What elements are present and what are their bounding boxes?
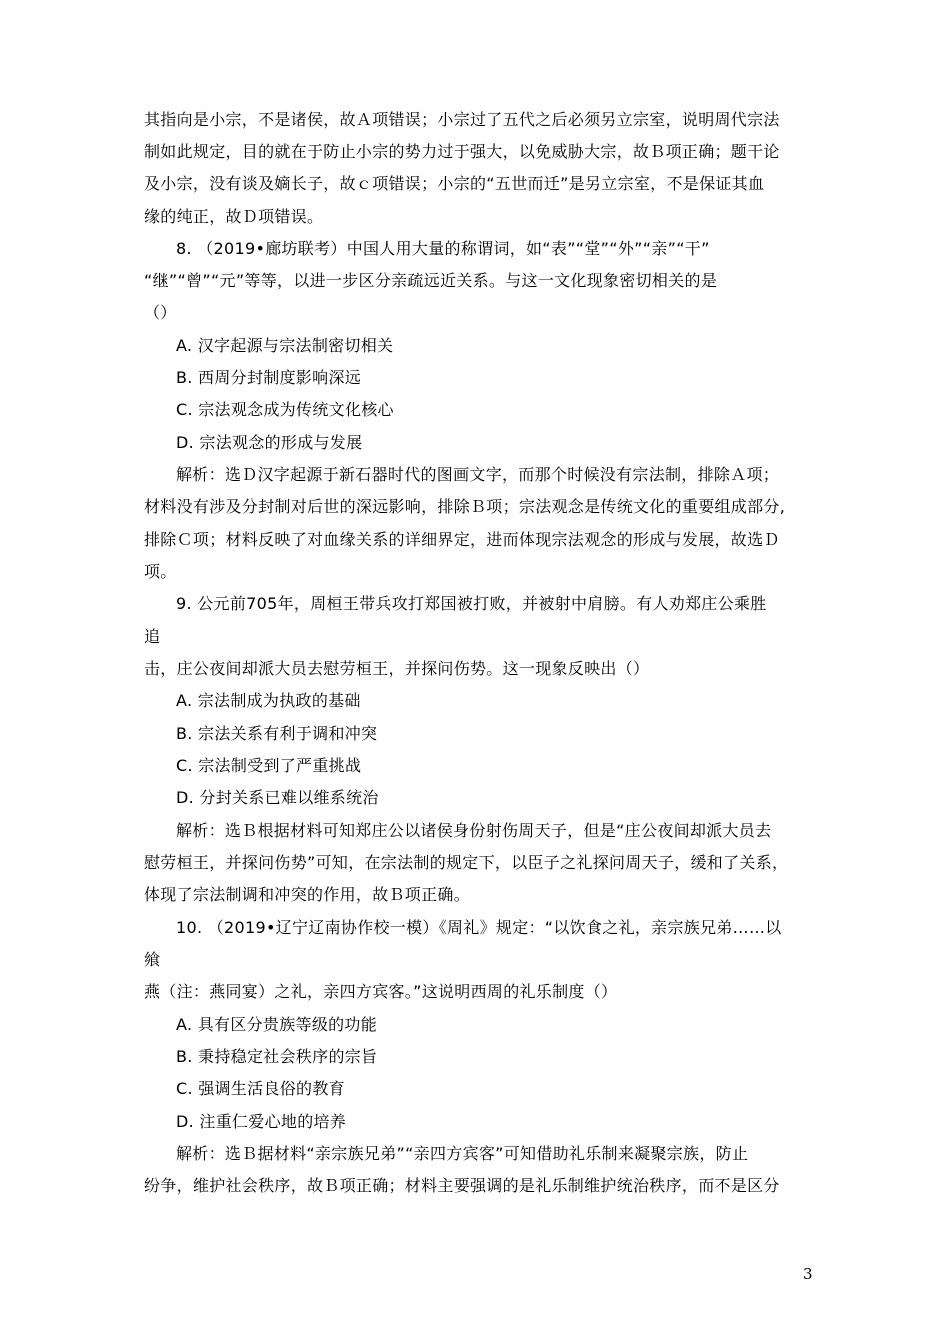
text-line: 击，庄公夜间却派大员去慰劳桓王，并探问伤势。这一现象反映出（） xyxy=(144,659,650,678)
text-line: 纷争，维护社会秩序，故Ｂ项正确；材料主要强调的是礼乐制维护统治秩序，而不是区分 xyxy=(144,1176,780,1195)
text-line: 慰劳桓王，并探问伤势”可知，在宗法制的规定下，以臣子之礼探问周天子，缓和了关系， xyxy=(144,853,789,872)
text-line: 及小宗，没有谈及嫡长子，故ｃ项错误；小宗的“五世而迁”是另立宗室，不是保证其血 xyxy=(144,174,765,193)
option-d: D. 宗法观念的形成与发展 xyxy=(176,433,363,452)
option-b: B. 宗法关系有利于调和冲突 xyxy=(176,724,378,743)
option-d: D. 注重仁爱心地的培养 xyxy=(176,1112,347,1131)
text-line: 缘的纯正，故Ｄ项错误。 xyxy=(144,207,324,226)
option-a: A. 宗法制成为执政的基础 xyxy=(176,691,361,710)
option-c: C. 宗法制受到了严重挑战 xyxy=(176,756,362,775)
text-line: 其指向是小宗，不是诸侯，故Ａ项错误；小宗过了五代之后必须另立宗室，说明周代宗法 xyxy=(144,110,780,129)
answer-analysis: 解析：选Ｂ根据材料可知郑庄公以诸侯身份射伤周天子，但是“庄公夜间却派大员去 xyxy=(176,821,772,840)
option-b: B. 秉持稳定社会秩序的宗旨 xyxy=(176,1047,378,1066)
question-10-stem: 10. （2019•辽宁辽南协作校一模）《周礼》规定：“以饮食之礼，亲宗族兄弟……以 xyxy=(176,918,782,937)
option-c: C. 宗法观念成为传统文化核心 xyxy=(176,400,394,419)
text-line: （） xyxy=(144,303,177,322)
text-line: “继”“曾”“元”等等，以进一步区分亲疏远近关系。与这一文化现象密切相关的是 xyxy=(144,271,718,290)
text-line: 排除Ｃ项；材料反映了对血缘关系的详细界定，进而体现宗法观念的形成与发展，故选Ｄ xyxy=(144,530,780,549)
answer-analysis: 解析：选Ｂ据材料“亲宗族兄弟”“亲四方宾客”可知借助礼乐制来凝聚宗族，防止 xyxy=(176,1144,749,1163)
text-line: 燕（注：燕同宴）之礼，亲四方宾客。”这说明西周的礼乐制度（） xyxy=(144,982,618,1001)
text-line: 制如此规定，目的就在于防止小宗的势力过于强大，以免威胁大宗，故Ｂ项正确；题干论 xyxy=(144,142,780,161)
question-9-stem: 9. 公元前705年，周桓王带兵攻打郑国被打败，并被射中肩膀。有人劝郑庄公乘胜 xyxy=(176,594,767,613)
option-a: A. 汉字起源与宗法制密切相关 xyxy=(176,336,394,355)
text-line: 项。 xyxy=(144,562,177,581)
page-number: 3 xyxy=(803,1265,813,1283)
text-line: 追 xyxy=(144,627,161,646)
answer-analysis: 解析：选Ｄ汉字起源于新石器时代的图画文字，而那个时候没有宗法制，排除Ａ项； xyxy=(176,465,780,484)
option-b: B. 西周分封制度影响深远 xyxy=(176,368,362,387)
text-line: 体现了宗法制调和冲突的作用，故Ｂ项正确。 xyxy=(144,885,471,904)
option-c: C. 强调生活良俗的教育 xyxy=(176,1079,345,1098)
option-d: D. 分封关系已难以维系统治 xyxy=(176,788,379,807)
question-8-stem: 8. （2019•廊坊联考）中国人用大量的称谓词，如“表”“堂”“外”“亲”“干” xyxy=(176,239,710,258)
text-line: 材料没有涉及分封制对后世的深远影响，排除Ｂ项；宗法观念是传统文化的重要组成部分, xyxy=(144,497,786,516)
option-a: A. 具有区分贵族等级的功能 xyxy=(176,1015,378,1034)
text-line: 飨 xyxy=(144,950,161,969)
